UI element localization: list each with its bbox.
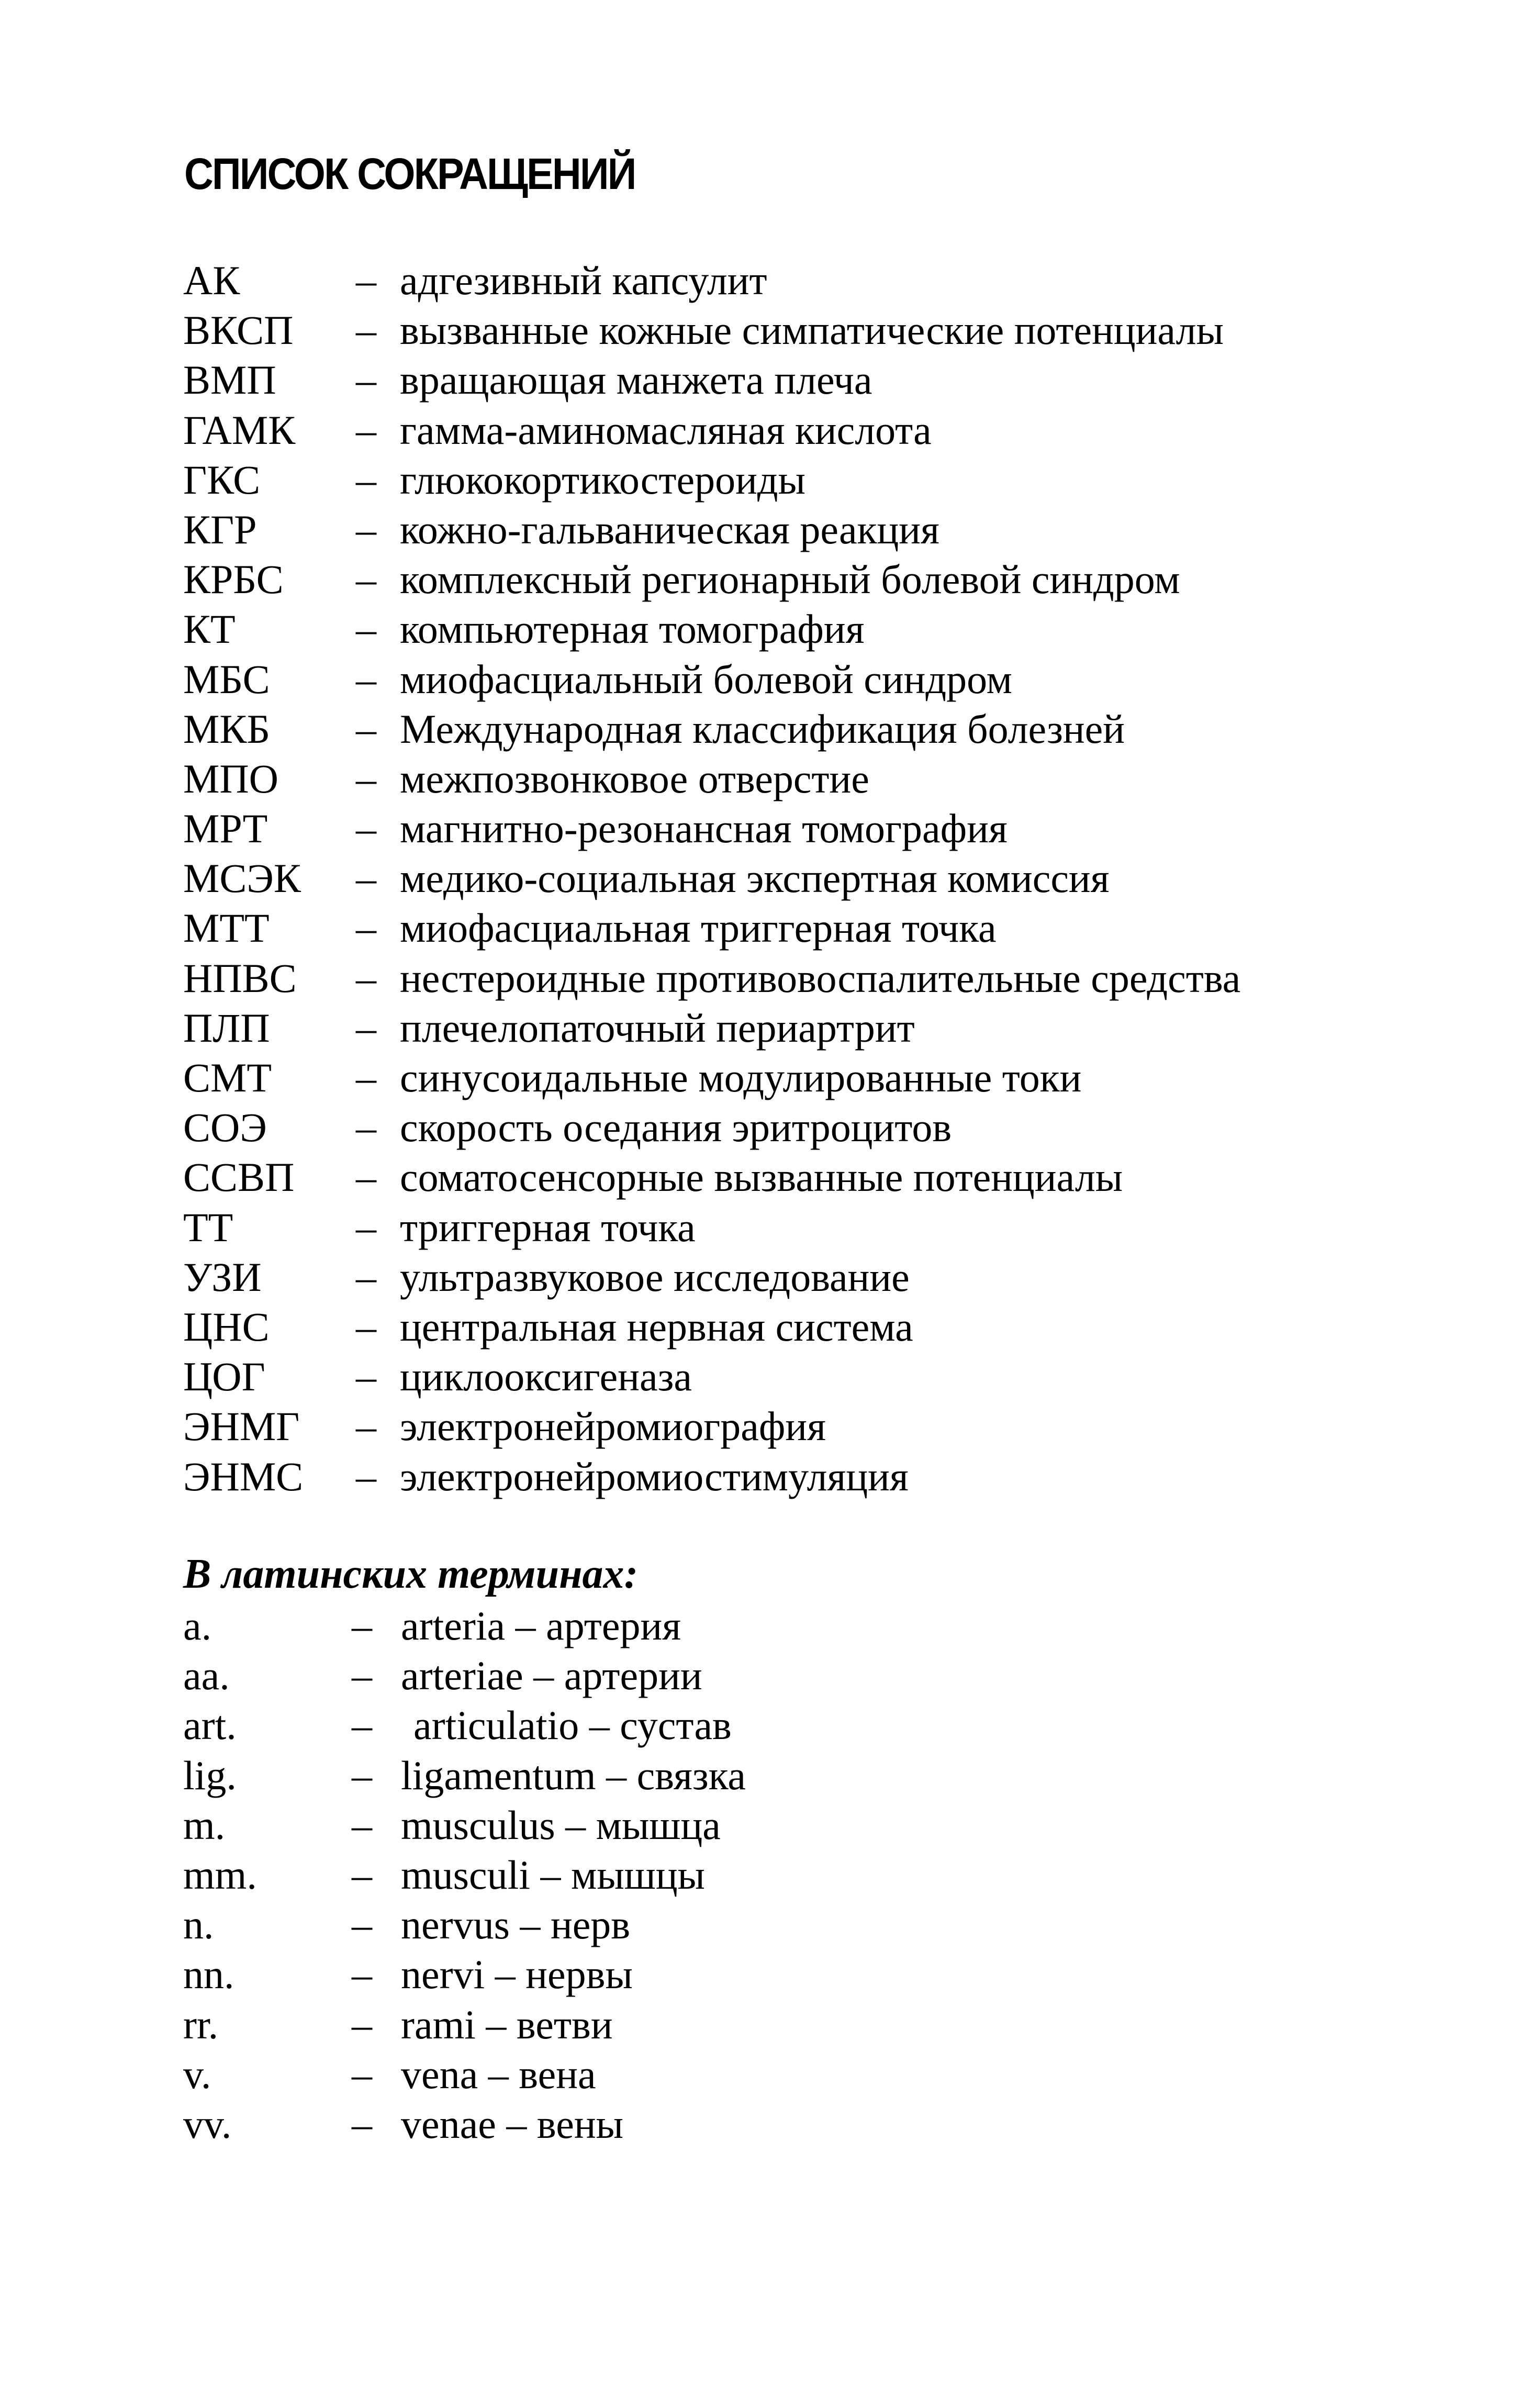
list-item: [183, 1651, 968, 1700]
definition: Международная классификация болезней: [400, 706, 1125, 752]
latin-definition: musculi – мышцы: [401, 1852, 705, 1898]
abbreviation: АК: [183, 258, 240, 303]
page-title: СПИСОК СОКРАЩЕНИЙ: [184, 149, 635, 199]
separator-dash: –: [352, 1852, 372, 1898]
list-item: [183, 804, 1387, 853]
list-item: [183, 2000, 968, 2049]
latin-section-title: В латинских терминах:: [183, 1551, 639, 1597]
abbreviation: НПВС: [183, 955, 297, 1001]
latin-abbreviation: v.: [183, 2051, 211, 2097]
separator-dash: –: [356, 1453, 376, 1499]
list-item: [183, 1800, 968, 1850]
list-item: [183, 1352, 1387, 1401]
separator-dash: –: [356, 855, 376, 901]
list-item: [183, 704, 1387, 754]
separator-dash: –: [356, 1354, 376, 1400]
separator-dash: –: [356, 1005, 376, 1051]
definition: магнитно-резонансная томография: [400, 806, 1008, 852]
latin-definition: arteria – артерия: [401, 1603, 681, 1648]
latin-definition: nervi – нервы: [401, 1952, 633, 1998]
list-item: [183, 355, 1387, 405]
definition: вызванные кожные симпатические потенциалы: [400, 307, 1224, 353]
definition: триггерная точка: [400, 1204, 696, 1250]
definition: электронейромиостимуляция: [400, 1453, 909, 1499]
abbreviation: МТТ: [183, 905, 270, 951]
latin-definition: ligamentum – связка: [401, 1752, 746, 1798]
definition: компьютерная томография: [400, 606, 865, 652]
abbreviation: ЭНМС: [183, 1453, 304, 1499]
abbreviation: КТ: [183, 606, 236, 652]
list-item: [183, 455, 1387, 505]
abbreviation: СМТ: [183, 1055, 272, 1100]
list-item: [183, 754, 1387, 804]
separator-dash: –: [356, 357, 376, 403]
definition: глюкокортикостероиды: [400, 456, 805, 503]
list-item: [183, 1053, 1387, 1102]
latin-definition: venae – вены: [401, 2101, 624, 2147]
separator-dash: –: [352, 1603, 372, 1648]
separator-dash: –: [356, 905, 376, 951]
abbreviation: СОЭ: [183, 1105, 267, 1151]
separator-dash: –: [352, 2051, 372, 2097]
separator-dash: –: [356, 806, 376, 852]
definition: межпозвонковое отверстие: [400, 755, 869, 801]
abbreviation: ВКСП: [183, 307, 294, 353]
latin-abbreviation: n.: [183, 1902, 214, 1948]
abbreviation: ЦНС: [183, 1303, 270, 1350]
list-item: [183, 1302, 1387, 1352]
separator-dash: –: [356, 1055, 376, 1100]
list-item: [183, 1751, 968, 1800]
abbreviation: ТТ: [183, 1204, 233, 1250]
abbreviation: ГАМК: [183, 407, 296, 453]
separator-dash: –: [352, 1802, 372, 1848]
separator-dash: –: [352, 2101, 372, 2147]
abbreviation-list: [183, 255, 1387, 1501]
list-item: [183, 1252, 1387, 1302]
list-item: [183, 1003, 1387, 1053]
separator-dash: –: [356, 407, 376, 453]
definition: миофасциальный болевой синдром: [400, 656, 1012, 702]
separator-dash: –: [356, 606, 376, 652]
latin-abbreviation: lig.: [183, 1752, 237, 1798]
latin-definition: musculus – мышца: [401, 1802, 721, 1848]
abbreviation: ССВП: [183, 1154, 295, 1200]
latin-abbreviation-list: [183, 1601, 968, 2149]
definition: вращающая манжета плеча: [400, 357, 872, 403]
latin-definition: arteriae – артерии: [401, 1653, 702, 1699]
separator-dash: –: [356, 1303, 376, 1350]
list-item: [183, 1401, 1387, 1451]
latin-abbreviation: a.: [183, 1603, 212, 1648]
list-item: [183, 1700, 968, 1750]
definition: миофасциальная триггерная точка: [400, 905, 997, 951]
abbreviation: МКБ: [183, 706, 271, 752]
separator-dash: –: [352, 1653, 372, 1699]
list-item: [183, 255, 1387, 305]
list-item: [183, 1601, 968, 1651]
latin-abbreviation: vv.: [183, 2101, 232, 2147]
latin-abbreviation: art.: [183, 1702, 237, 1748]
latin-abbreviation: mm.: [183, 1852, 257, 1898]
list-item: [183, 1850, 968, 1900]
definition: циклооксигеназа: [400, 1354, 692, 1400]
separator-dash: –: [356, 1105, 376, 1151]
separator-dash: –: [356, 1204, 376, 1250]
list-item: [183, 853, 1387, 903]
separator-dash: –: [352, 1752, 372, 1798]
separator-dash: –: [352, 1902, 372, 1948]
separator-dash: –: [356, 755, 376, 801]
abbreviation: КРБС: [183, 556, 284, 603]
abbreviation: ЭНМГ: [183, 1403, 300, 1450]
list-item: [183, 2099, 968, 2149]
abbreviation: МБС: [183, 656, 270, 702]
definition: синусоидальные модулированные токи: [400, 1055, 1082, 1100]
separator-dash: –: [356, 307, 376, 353]
list-item: [183, 903, 1387, 953]
separator-dash: –: [352, 2001, 372, 2047]
list-item: [183, 2049, 968, 2099]
definition: гамма-аминомасляная кислота: [400, 407, 932, 453]
abbreviation: КГР: [183, 506, 257, 552]
list-item: [183, 1452, 1387, 1501]
list-item: [183, 1202, 1387, 1252]
list-item: [183, 505, 1387, 554]
latin-abbreviation: nn.: [183, 1952, 234, 1998]
separator-dash: –: [356, 556, 376, 603]
latin-definition: rami – ветви: [401, 2001, 613, 2047]
list-item: [183, 1949, 968, 1999]
abbreviation: МРТ: [183, 806, 268, 852]
list-item: [183, 554, 1387, 604]
separator-dash: –: [356, 706, 376, 752]
list-item: [183, 405, 1387, 455]
separator-dash: –: [356, 456, 376, 503]
definition: соматосенсорные вызванные потенциалы: [400, 1154, 1123, 1200]
latin-abbreviation: rr.: [183, 2001, 219, 2047]
separator-dash: –: [356, 955, 376, 1001]
separator-dash: –: [352, 1702, 372, 1748]
list-item: [183, 1152, 1387, 1202]
abbreviation: ВМП: [183, 357, 276, 403]
abbreviation: МСЭК: [183, 855, 301, 901]
definition: скорость оседания эритроцитов: [400, 1105, 952, 1151]
abbreviation: УЗИ: [183, 1254, 262, 1300]
definition: комплексный регионарный болевой синдром: [400, 556, 1180, 603]
abbreviation: ГКС: [183, 456, 261, 503]
definition: электронейромиография: [400, 1403, 826, 1450]
definition: ультразвуковое исследование: [400, 1254, 910, 1300]
list-item: [183, 604, 1387, 654]
list-item: [183, 1102, 1387, 1152]
definition: медико-социальная экспертная комиссия: [400, 855, 1110, 901]
definition: плечелопаточный периартрит: [400, 1005, 915, 1051]
separator-dash: –: [356, 1403, 376, 1450]
latin-definition: nervus – нерв: [401, 1902, 631, 1948]
definition: нестероидные противовоспалительные средства: [400, 955, 1241, 1001]
list-item: [183, 654, 1387, 704]
latin-abbreviation: aa.: [183, 1653, 230, 1699]
list-item: [183, 1900, 968, 1949]
separator-dash: –: [356, 1154, 376, 1200]
separator-dash: –: [356, 506, 376, 552]
separator-dash: –: [352, 1952, 372, 1998]
latin-definition: vena – вена: [401, 2051, 596, 2097]
separator-dash: –: [356, 1254, 376, 1300]
definition: центральная нервная система: [400, 1303, 913, 1350]
definition: кожно-гальваническая реакция: [400, 506, 939, 552]
latin-abbreviation: m.: [183, 1802, 226, 1848]
abbreviation: ЦОГ: [183, 1354, 265, 1400]
list-item: [183, 305, 1387, 355]
definition: адгезивный капсулит: [400, 258, 767, 303]
abbreviation: МПО: [183, 755, 279, 801]
latin-definition: articulatio – сустав: [413, 1702, 732, 1748]
separator-dash: –: [356, 258, 376, 303]
abbreviation: ПЛП: [183, 1005, 270, 1051]
separator-dash: –: [356, 656, 376, 702]
list-item: [183, 953, 1387, 1003]
